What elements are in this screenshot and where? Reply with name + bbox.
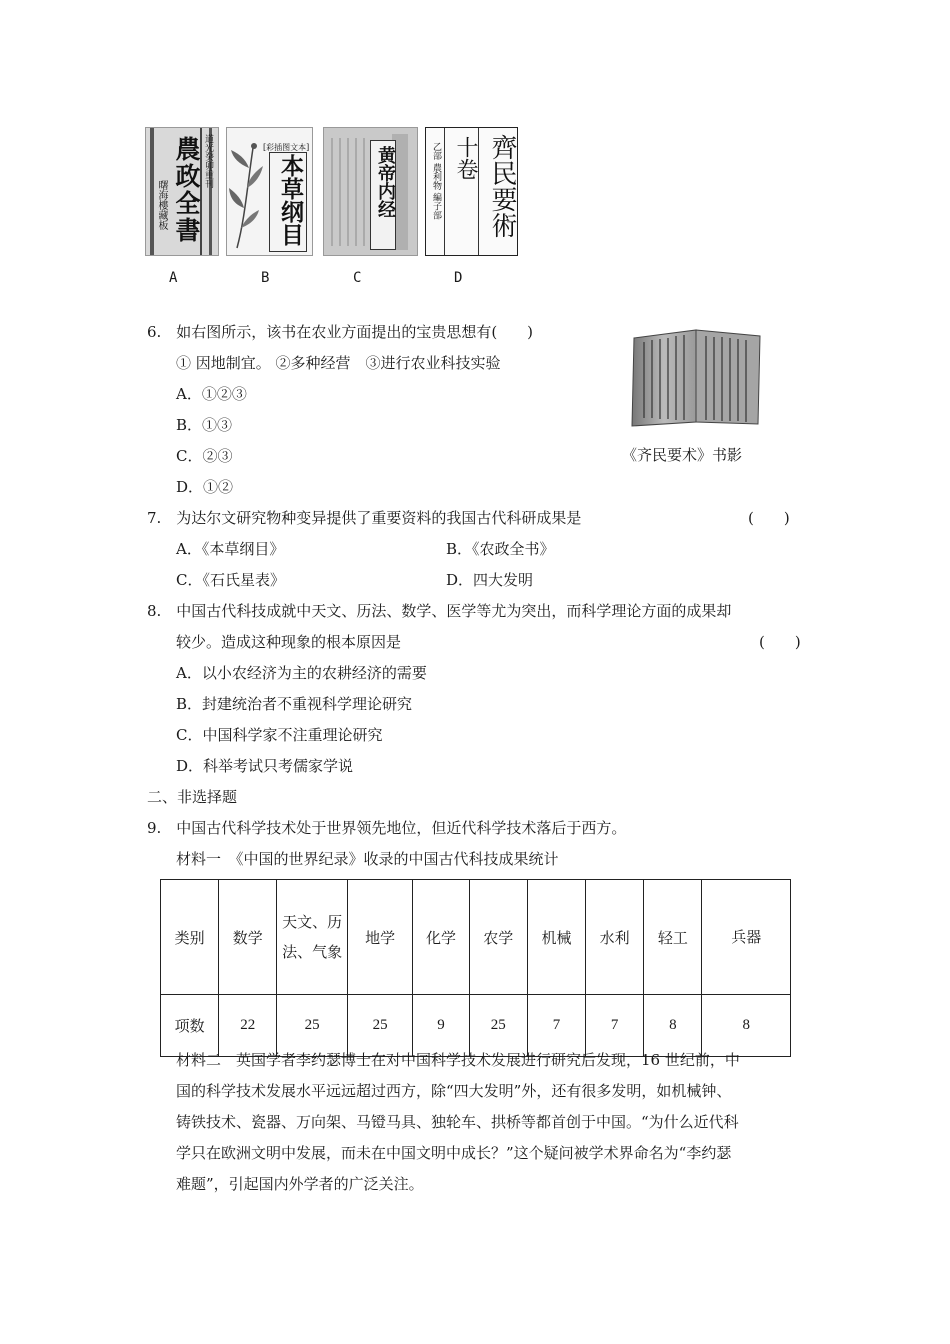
material-two-line-1: 材料二 英国学者李约瑟博士在对中国科学技术发展进行研究后发现，16 世纪前，中 [176,1051,740,1069]
table-cell: 25 [347,995,412,1057]
bencao-gangmu-cover-image [226,127,313,256]
cover-a-title: 農政全書 [172,136,201,244]
q6-option-b: B．①③ [176,416,233,434]
q7-option-a: A．《本草纲目》 [176,540,285,558]
q7-option-c: C．《石氏星表》 [176,571,285,589]
table-header-cell: 类别 [161,880,219,995]
q8-option-a: A．以小农经济为主的农耕经济的需要 [176,664,427,682]
material-two-line-5: 难题”，引起国内外学者的广泛关注。 [176,1175,424,1193]
table-cell: 7 [586,995,644,1057]
table-cell: 8 [644,995,702,1057]
cover-d-volume: 十卷 [453,136,478,180]
table-header-cell: 天文、历法、气象 [277,880,348,995]
cover-d-side-text: 乙部 農利物 編子部 [431,142,441,220]
science-stats-table [160,879,791,1057]
q8-option-b: B．封建统治者不重视科学理论研究 [176,695,413,713]
material-two-line-4: 学只在欧洲文明中发展，而未在中国文明中成长？”这个疑问被学术界命名为“李约瑟 [176,1144,732,1162]
table-cell: 25 [469,995,527,1057]
q6-option-c: C．②③ [176,447,233,465]
cover-b-small-text: [彩插图文本] [263,143,310,152]
q9-stem: 9. 中国古代科学技术处于世界领先地位，但近代科学技术落后于西方。 [147,819,627,837]
q8-option-d: D．科举考试只考儒家学说 [176,757,354,775]
table-header-cell: 数学 [219,880,277,995]
q6-items: ① 因地制宜。 ②多种经营 ③进行农业科技实验 [176,354,501,372]
cover-d-title: 齊民要術 [487,134,517,238]
book-photo-caption: 《齐民要术》书影 [622,446,743,464]
cover-c-title: 黄帝内经 [375,146,396,218]
cover-a-side-bottom: 曙海樓藏板 [156,180,167,230]
section-heading: 二、非选择题 [147,788,238,806]
q7-bracket: ( ) [748,509,790,527]
table-cell: 25 [277,995,348,1057]
q8-option-c: C．中国科学家不注重理论研究 [176,726,383,744]
q7-option-d: D．四大发明 [446,571,534,589]
material-two-line-3: 铸铁技术、瓷器、万向架、马镫马具、独轮车、拱桥等都首创于中国。“为什么近代科 [176,1113,739,1131]
table-cell: 22 [219,995,277,1057]
image-label-a: A [169,270,178,286]
table-header-cell: 兵器 [702,880,791,995]
table-header-cell: 水利 [586,880,644,995]
cover-b-title: 本草纲目 [277,154,304,246]
q6-option-d: D．①② [176,478,234,496]
table-header-row [161,880,791,995]
table-cell: 8 [702,995,791,1057]
qimin-yaoshu-cover-image [425,127,518,256]
table-header-cell: 化学 [413,880,469,995]
huangdi-neijing-cover-image [323,127,418,256]
table-header-cell: 轻工 [644,880,702,995]
table-cell: 9 [413,995,469,1057]
q8-stem-line-2: 较少。造成这种现象的根本原因是 [176,633,402,651]
q6-stem: 6. 如右图所示，该书在农业方面提出的宝贵思想有( ) [147,323,534,341]
table-header-cell: 地学 [347,880,412,995]
q7-option-b: B．《农政全书》 [446,540,555,558]
table-row [161,995,791,1057]
cover-a-side-top: 道光癸卯重刊 [203,134,213,188]
image-label-b: B [261,270,270,286]
material-two-line-2: 国的科学技术发展水平远远超过西方，除“四大发明”外，还有很多发明，如机械钟、 [176,1082,732,1100]
image-label-d: D [454,270,463,286]
q8-bracket: ( ) [759,633,801,651]
q7-stem: 7. 为达尔文研究物种变异提供了重要资料的我国古代科研成果是 [147,509,582,527]
nongzheng-quanshu-cover-image [145,127,219,256]
table-cell: 7 [527,995,585,1057]
q6-option-a: A．①②③ [176,385,247,403]
q8-stem-line-1: 8. 中国古代科技成就中天文、历法、数学、医学等尤为突出，而科学理论方面的成果却 [147,602,732,620]
material-one-title: 材料一 《中国的世界纪录》收录的中国古代科技成果统计 [176,850,559,868]
image-label-c: C [353,270,362,286]
table-header-cell: 机械 [527,880,585,995]
table-header-cell: 农学 [469,880,527,995]
table-row-label: 项数 [161,995,219,1057]
qimin-yaoshu-book-photo [630,326,763,430]
